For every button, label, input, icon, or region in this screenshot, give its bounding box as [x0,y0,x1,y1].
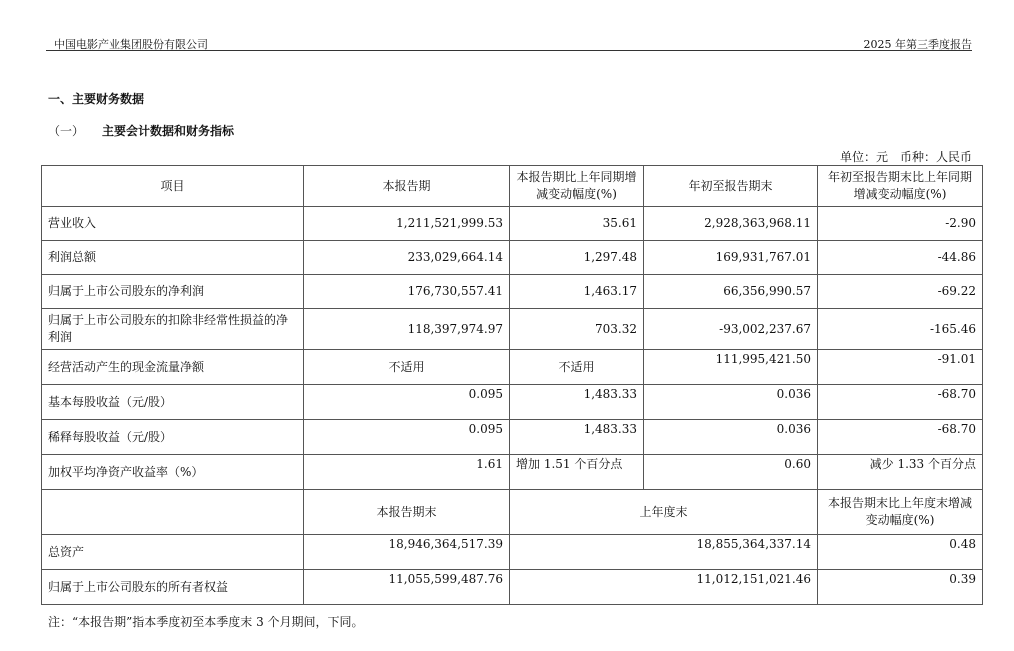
table-row [42,385,983,420]
col-header-prior-year-end: 上年度末 [510,490,818,535]
table-row [42,350,983,385]
cell-prior-year-end: 11,012,151,021.46 [510,570,818,605]
page-header [46,36,972,51]
company-name: 中国电影产业集团股份有限公司 [54,38,208,51]
row-item: 营业收入 [42,207,304,241]
cell-ytd: 0.036 [644,385,818,420]
row-item: 基本每股收益（元/股） [42,385,304,420]
row-item: 利润总额 [42,241,304,275]
cell-ytd: 66,356,990.57 [644,275,818,309]
cell-period: 176,730,557.41 [304,275,510,309]
cell-ytd-change: -68.70 [818,420,983,455]
report-name: 2025 年第三季度报告 [863,38,972,51]
cell-period-change: 1,483.33 [510,420,644,455]
cell-period: 0.095 [304,420,510,455]
cell-ytd-change: 减少 1.33 个百分点 [818,455,983,490]
cell-period: 1.61 [304,455,510,490]
cell-period-change: 1,483.33 [510,385,644,420]
cell-period-change: 35.61 [510,207,644,241]
row-item: 归属于上市公司股东的所有者权益 [42,570,304,605]
cell-period-end: 18,946,364,517.39 [304,535,510,570]
col-header-period: 本报告期 [304,166,510,207]
table-row [42,275,983,309]
row-item: 总资产 [42,535,304,570]
col-header-period-end: 本报告期末 [304,490,510,535]
cell-ytd: 2,928,363,968.11 [644,207,818,241]
cell-balance-change: 0.39 [818,570,983,605]
balance-header-row [42,490,983,535]
col-header-balance-change: 本报告期末比上年度末增减变动幅度(%) [818,490,983,535]
cell-period: 1,211,521,999.53 [304,207,510,241]
table-row [42,535,983,570]
table-row [42,455,983,490]
cell-ytd: -93,002,237.67 [644,309,818,350]
row-item: 经营活动产生的现金流量净额 [42,350,304,385]
cell-period-change: 1,297.48 [510,241,644,275]
cell-period: 233,029,664.14 [304,241,510,275]
unit-line: 单位：元 币种：人民币 [839,150,972,164]
col-header-period-change: 本报告期比上年同期增减变动幅度(%) [510,166,644,207]
table-header-row [42,166,983,207]
financial-table [41,165,983,605]
table-row [42,420,983,455]
cell-ytd-change: -91.01 [818,350,983,385]
cell-ytd-change: -165.46 [818,309,983,350]
row-item: 归属于上市公司股东的扣除非经常性损益的净利润 [42,309,304,350]
subsection-label: 主要会计数据和财务指标 [102,124,235,138]
cell-balance-change: 0.48 [818,535,983,570]
table-row [42,309,983,350]
table-row [42,241,983,275]
footnote: 注：“本报告期”指本季度初至本季度末 3 个月期间，下同。 [48,615,364,629]
subsection-title [48,122,234,139]
cell-ytd-change: -68.70 [818,385,983,420]
cell-ytd-change: -2.90 [818,207,983,241]
cell-period-end: 11,055,599,487.76 [304,570,510,605]
row-item: 归属于上市公司股东的净利润 [42,275,304,309]
table-row [42,207,983,241]
cell-ytd-change: -44.86 [818,241,983,275]
cell-period-change: 703.32 [510,309,644,350]
cell-period-change: 增加 1.51 个百分点 [510,455,644,490]
cell-prior-year-end: 18,855,364,337.14 [510,535,818,570]
subsection-number: （一） [48,124,85,138]
col-header-ytd: 年初至报告期末 [644,166,818,207]
cell-period-change: 不适用 [510,350,644,385]
cell-period: 不适用 [304,350,510,385]
section-title: 一、主要财务数据 [48,92,145,106]
row-item: 稀释每股收益（元/股） [42,420,304,455]
cell-period-change: 1,463.17 [510,275,644,309]
cell-period: 118,397,974.97 [304,309,510,350]
table-row [42,570,983,605]
balance-header-empty [42,490,304,535]
cell-period: 0.095 [304,385,510,420]
cell-ytd: 169,931,767.01 [644,241,818,275]
cell-ytd: 0.60 [644,455,818,490]
cell-ytd-change: -69.22 [818,275,983,309]
cell-ytd: 111,995,421.50 [644,350,818,385]
col-header-ytd-change: 年初至报告期末比上年同期增减变动幅度(%) [818,166,983,207]
cell-ytd: 0.036 [644,420,818,455]
row-item: 加权平均净资产收益率（%） [42,455,304,490]
col-header-item: 项目 [42,166,304,207]
